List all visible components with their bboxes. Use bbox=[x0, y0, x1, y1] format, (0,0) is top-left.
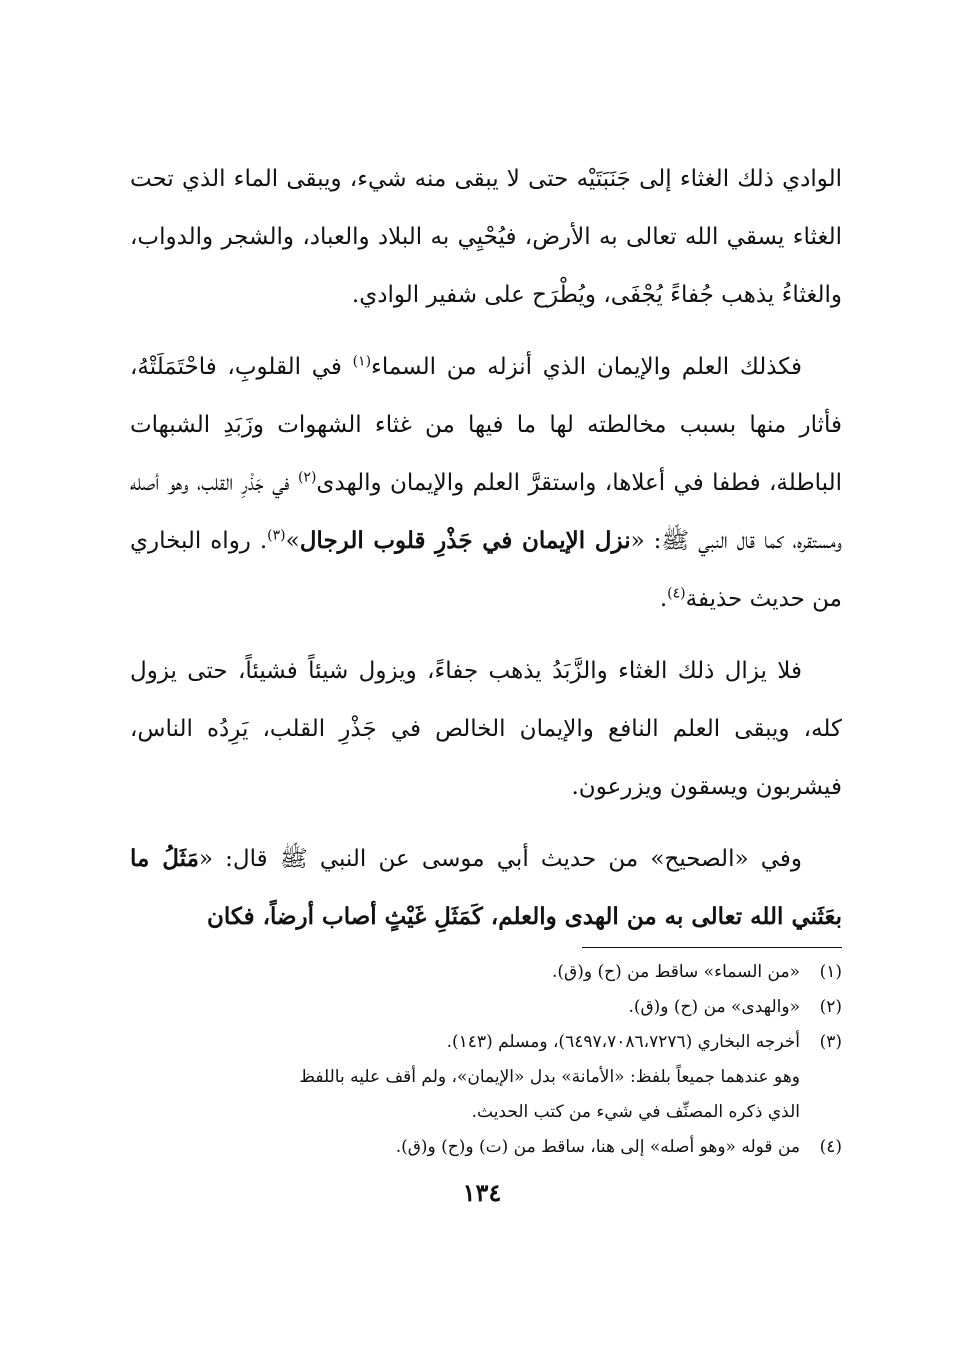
footnote-number: (٤) bbox=[819, 1137, 842, 1157]
text-segment: وفي «الصحيح» من حديث أبي موسى عن النبي ﷺ قال: « bbox=[198, 846, 802, 872]
footnote-3 bbox=[130, 1025, 842, 1060]
text-segment: فلا يزال ذلك الغثاء والزَّبَدُ يذهب جفاءً، ويزول شيئاً فشيئاً، حتى يزول كله، ويبقى العلم النافع والإيمان الخالص في جَذْرِ القلب، يَرِدُه الناس، فيشربون ويسقون ويزرعون. bbox=[130, 658, 842, 800]
footnote-3-continuation-2 bbox=[130, 1095, 842, 1130]
footnote-3-continuation bbox=[130, 1060, 842, 1095]
footnote-number: (٢) bbox=[819, 997, 842, 1017]
footnote-4 bbox=[130, 1130, 842, 1165]
footnote-2 bbox=[130, 990, 842, 1025]
footnote-ref: (٤) bbox=[667, 585, 686, 602]
footnote-ref: (٣) bbox=[267, 527, 286, 544]
footnote-text: من قوله «وهو أصله» إلى هنا، ساقط من (ت) و(ح) و(ق). bbox=[395, 1137, 800, 1157]
paragraph-3 bbox=[130, 642, 842, 816]
text-segment: في القلوبِ، فاحْتَمَلَتْهُ، فأثار منها بسبب مخالطته لها ما فيها من غثاء الشهوات وزَبَدِ الشبهات الباطلة، فطفا في أعلاها، واستقرَّ العلم والإيمان والهدى bbox=[130, 354, 843, 496]
footnote-text: وهو عندهما جميعاً بلفظ: «الأمانة» بدل «الإيمان»، ولم أقف عليه باللفظ bbox=[299, 1067, 800, 1087]
text-segment: الوادي ذلك الغثاء إلى جَنَبَتَيْه حتى لا يبقى منه شيء، ويبقى الماء الذي تحت الغثاء يسقي الله تعالى به الأرض، فيُحْيِي به البلاد والعباد، والشجر والدواب، والغثاءُ يذهب جُفاءً يُجْفَى، ويُطْرَح على شفير الوادي. bbox=[130, 166, 842, 308]
footnote-text: «من السماء» ساقط من (ح) و(ق). bbox=[552, 962, 800, 982]
footnote-ref: (١) bbox=[352, 353, 372, 370]
hadith-quote: نزل الإيمان في جَذْرِ قلوب الرجال bbox=[299, 527, 631, 554]
footnote-1 bbox=[130, 955, 842, 990]
text-segment: فكذلك العلم والإيمان الذي أنزله من السماء bbox=[371, 354, 802, 380]
text-segment: . bbox=[659, 586, 668, 612]
paragraph-2 bbox=[130, 338, 842, 628]
footnote-text: أخرجه البخاري (٦٤٩٧،٧٠٨٦،٧٢٧٦)، ومسلم (١٤٣). bbox=[446, 1032, 800, 1052]
text-segment: » bbox=[285, 528, 300, 554]
paragraph-4 bbox=[130, 830, 842, 946]
footnote-divider bbox=[582, 947, 842, 948]
footnotes bbox=[130, 955, 842, 1165]
footnote-text: «والهدى» من (ح) و(ق). bbox=[628, 997, 800, 1017]
footnote-text: الذي ذكره المصنِّف في شيء من كتب الحديث. bbox=[471, 1102, 800, 1122]
text-segment: . رواه البخاري من حديث حذيفة bbox=[130, 528, 842, 612]
footnote-number: (١) bbox=[819, 962, 842, 982]
footnote-number: (٣) bbox=[819, 1032, 842, 1052]
page-number: ١٣٤ bbox=[462, 1178, 502, 1207]
hadith-quote: مَثَلُ ما بعَثَني الله تعالى به من الهدى والعلم، كَمَثَلِ غَيْثٍ أصاب أرضاً، فكان bbox=[130, 845, 842, 930]
footnote-ref: (٢) bbox=[297, 469, 317, 486]
main-text bbox=[130, 150, 842, 960]
text-segment: في جَذْرِ القلب، وهو أصله ومستقره، كما قال النبي ﷺ: « bbox=[130, 470, 842, 554]
paragraph-1 bbox=[130, 150, 842, 324]
